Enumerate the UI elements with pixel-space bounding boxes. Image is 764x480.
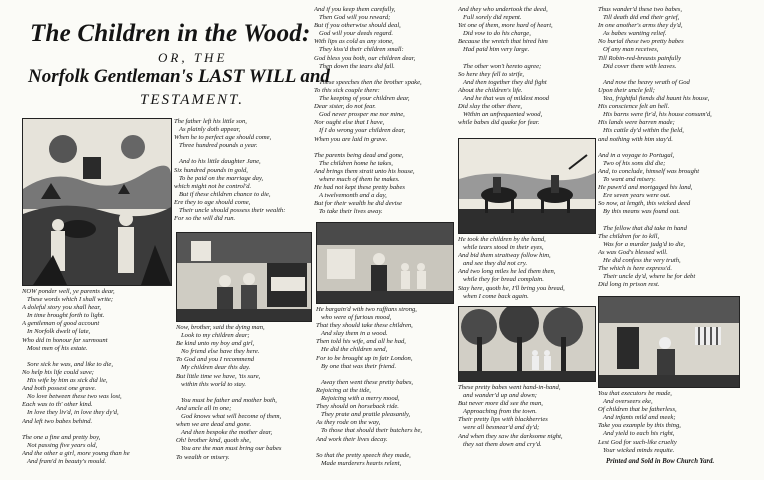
verse-line: [174, 150, 310, 158]
verse-line: When he to perfect age should come,: [174, 134, 272, 142]
verse-line: when I come back again.: [463, 292, 529, 300]
verse-line: No love between these two was lost,: [27, 393, 122, 401]
verse-line: They should on horseback ride.: [316, 403, 399, 411]
verse-line: Most men of his estate.: [27, 344, 88, 352]
verse-line: Their uncle should possess their wealth:: [179, 207, 286, 215]
verse-line: Oh! brother kind, quoth she,: [176, 437, 251, 445]
verse-line: To want and misery.: [603, 175, 656, 183]
verse-line: Approaching from the town.: [463, 408, 537, 416]
verse-line: when we are dead and gone.: [176, 421, 252, 429]
verse-line: Rejoicing at the tide,: [316, 386, 371, 394]
verse-line: In one another's arms they dy'd,: [598, 22, 683, 30]
verse-column-5b: [598, 390, 748, 455]
verse-line: Because the wretch that hired him: [458, 38, 548, 46]
verse-line: Rejoicing with a merry mood,: [321, 395, 400, 403]
verse-line: And now the heavy wrath of God: [603, 78, 690, 86]
verse-line: By one that was their friend.: [321, 362, 397, 370]
verse-line: No help his life could save;: [22, 368, 94, 376]
verse-line: His cattle dy'd within the field,: [603, 127, 684, 135]
verse-line: As they rode on the way,: [316, 419, 381, 427]
verse-line: which might not be control'd.: [174, 182, 252, 190]
verse-line: And, to conclude, himself was brought: [598, 167, 700, 175]
verse-line: Three hundred pounds a year.: [179, 142, 258, 150]
verse-line: So now, at length, this wicked deed: [598, 200, 691, 208]
verse-column-3b: [316, 306, 454, 468]
verse-line: The children for to kill,: [598, 232, 660, 240]
verse-line: Stay here, quoth he, I'll bring you bread,: [458, 284, 565, 292]
verse-line: His wife by him as sick did lie,: [27, 377, 108, 385]
verse-line: Away then went these pretty babes,: [321, 378, 414, 386]
verse-line: And two long miles he led them then,: [458, 268, 556, 276]
verse-line: And slay them in a wood.: [321, 330, 388, 338]
verse-line: As plainly doth appear,: [179, 126, 241, 134]
verse-line: and nothing with him stay'd.: [598, 135, 673, 143]
verse-line: God bless you both, our children dear,: [314, 54, 416, 62]
verse-line: He did confess the very truth,: [603, 256, 681, 264]
woodcut-horsemen: [458, 138, 596, 234]
title-line-4: TESTAMENT.: [140, 92, 245, 108]
verse-column-4c: [458, 384, 598, 449]
verse-line: Each was to th' other kind.: [22, 401, 93, 409]
verse-line: But if you otherwise should deal,: [314, 22, 401, 30]
woodcut-prison-interior: [598, 296, 740, 388]
verse-line: Till Robin-red-breasts painfully: [598, 54, 682, 62]
verse-line: Then told his wife, and all he had,: [316, 338, 406, 346]
verse-line: By this means was found out.: [603, 208, 680, 216]
verse-line: For to be brought up in fair London,: [316, 354, 413, 362]
verse-line: And to his little daughter Jane,: [179, 158, 261, 166]
verse-line: Sore sick he was, and like to die,: [27, 360, 114, 368]
verse-line: You must be father and mother both,: [181, 396, 277, 404]
verse-line: within this world to stay.: [181, 380, 247, 388]
verse-line: These speeches then the brother spake,: [319, 78, 422, 86]
verse-line: Who did in honour far surmount: [22, 336, 108, 344]
verse-line: And brings them strait unto his house,: [314, 167, 415, 175]
verse-line: [598, 71, 748, 79]
verse-line: Did cover them with leaves.: [603, 62, 677, 70]
verse-line: and wander'd up and down;: [463, 392, 537, 400]
verse-line: No burial these two pretty babes: [598, 38, 684, 46]
verse-line: And both possest one grave.: [22, 385, 97, 393]
verse-line: A doleful story you shall hear,: [22, 304, 101, 312]
verse-line: And the other a girl, more young than he: [22, 449, 130, 457]
title-line-2: OR, THE: [158, 50, 228, 65]
verse-line: The other won't hereto agree;: [463, 62, 542, 70]
verse-line: As was God's blessed will.: [598, 248, 668, 256]
verse-line: Of any man receives,: [603, 46, 659, 54]
verse-line: Was for a murder judg'd to die,: [603, 240, 686, 248]
verse-line: [314, 144, 452, 152]
verse-line: And fram'd in beauty's mould.: [27, 457, 107, 465]
verse-line: So here they fell to strife,: [458, 70, 525, 78]
verse-line: As babes wanting relief.: [603, 30, 667, 38]
verse-line: Full sorely did repent.: [463, 14, 522, 22]
verse-column-2: [176, 324, 310, 462]
verse-line: But never more did see the man,: [458, 400, 543, 408]
verse-line: [316, 371, 454, 379]
verse-line: When you are laid in grave.: [314, 135, 388, 143]
title-line-3: Norfolk Gentleman's LAST WILL and: [28, 66, 330, 87]
verse-line: were all besmear'd and dy'd;: [463, 424, 540, 432]
verse-line: They kiss'd their children small:: [319, 46, 404, 54]
verse-line: they sat them down and cry'd.: [463, 440, 542, 448]
woodcut-landscape-figures: [22, 118, 172, 286]
verse-line: [22, 426, 172, 434]
verse-line: But little time we have, 'tis sure,: [176, 372, 261, 380]
verse-line: Ere seven years were out.: [603, 192, 671, 200]
verse-line: Upon their uncle fell;: [598, 86, 655, 94]
verse-line: Your wicked minds requite.: [603, 446, 675, 454]
verse-line: Had paid him very large.: [463, 46, 530, 54]
verse-line: Made murderers hearts relent,: [321, 459, 402, 467]
verse-line: while tears stood in their eyes,: [463, 244, 544, 252]
verse-line: For so the will did run.: [174, 215, 236, 223]
verse-line: And uncle all in one;: [176, 404, 232, 412]
verse-line: To God and you I recommend: [176, 356, 255, 364]
verse-line: And they who undertook the deed,: [458, 6, 548, 13]
verse-line: You that executors be made,: [598, 390, 672, 397]
verse-line: The parents being dead and gone,: [314, 151, 404, 159]
verse-line: Not passing five years old,: [27, 441, 98, 449]
verse-line: Did slay the other there,: [458, 103, 523, 111]
verse-line: [176, 389, 310, 397]
verse-line: Yea, frightful fiends did haunt his house,: [603, 95, 710, 103]
verse-line: [458, 55, 598, 63]
verse-line: And work their lives decay.: [316, 435, 388, 443]
verse-line: My children dear this day.: [181, 364, 251, 372]
verse-column-4b: [458, 236, 598, 301]
verse-line: [316, 444, 454, 452]
woodcut-bedroom-scene: [176, 232, 312, 322]
verse-column-1a: [174, 118, 310, 223]
verse-line: And infants mild and meek;: [603, 414, 676, 422]
verse-line: In Norfolk dwelt of late,: [27, 328, 91, 336]
verse-line: To this sick couple there:: [314, 86, 380, 94]
verse-line: The one a fine and pretty boy,: [22, 433, 101, 441]
verse-line: [22, 353, 172, 361]
title-line-1: The Children in the Wood:: [30, 20, 311, 47]
verse-line: He had not kept these pretty babes: [314, 184, 405, 192]
verse-line: And left two babes behind.: [22, 417, 93, 425]
verse-line: To those that should their butchers be,: [321, 427, 423, 435]
verse-line: Of children that be fatherless,: [598, 406, 677, 414]
verse-line: Then God will you reward;: [319, 14, 391, 22]
verse-line: Till death did end their grief,: [603, 14, 680, 22]
verse-line: His conscience felt an hell.: [598, 103, 670, 111]
verse-line: Be kind unto my boy and girl,: [176, 340, 255, 348]
verse-column-5a: [598, 6, 748, 289]
verse-line: With lips as cold as any stone,: [314, 38, 394, 46]
verse-line: A gentleman of good account: [22, 320, 100, 328]
verse-line: NOW ponder well, ye parents dear,: [22, 288, 115, 295]
verse-line: Then down the tears did fall.: [319, 62, 395, 70]
verse-line: The father left his little son,: [174, 118, 247, 125]
verse-line: But if these children chance to die,: [179, 190, 271, 198]
verse-line: And bid them straitway follow him,: [458, 252, 551, 260]
verse-line: Now, brother, said the dying man,: [176, 324, 265, 331]
verse-line: Dear sister, do not fear.: [314, 103, 376, 111]
verse-line: Look to my children dear;: [181, 332, 250, 340]
verse-line: To be paid on the marriage day,: [179, 174, 264, 182]
verse-line: And yield to each his right,: [603, 430, 675, 438]
verse-line: And when they saw the darksome night,: [458, 432, 563, 440]
verse-line: These pretty babes went hand-in-hand,: [458, 384, 561, 391]
verse-line: He did the children send,: [321, 346, 388, 354]
verse-line: But for their wealth he did devise: [314, 200, 402, 208]
printer-imprint: Printed and Sold in Bow Church Yard.: [606, 458, 715, 465]
verse-line: Thus wander'd these two babes,: [598, 6, 683, 13]
verse-line: while babes did quake for fear.: [458, 119, 540, 127]
verse-column-1b: [22, 288, 172, 466]
verse-column-4a: [458, 6, 598, 127]
verse-line: while they for bread complain.: [463, 276, 544, 284]
verse-line: God knows what will become of them,: [181, 413, 282, 421]
verse-line: Did long in prison rest.: [598, 281, 660, 289]
verse-line: God will your deeds regard.: [319, 30, 394, 38]
verse-line: [598, 216, 748, 224]
verse-column-3a: [314, 6, 452, 216]
verse-line: And then bespoke the mother dear,: [181, 429, 273, 437]
woodcut-babes-in-forest: [458, 306, 596, 382]
verse-line: Their uncle dy'd, where he for debt: [603, 273, 696, 281]
verse-line: These words which I shall write;: [27, 296, 114, 304]
verse-line: And if you keep them carefully,: [314, 6, 396, 13]
verse-line: Yet one of them, more hard of heart,: [458, 22, 553, 30]
verse-line: They prate and prattle pleasantly,: [321, 411, 411, 419]
verse-line: So that the pretty speech they made,: [316, 451, 411, 459]
verse-line: [598, 144, 748, 152]
verse-line: and see they did not cry.: [463, 260, 528, 268]
verse-line: To wealth or misery.: [176, 453, 230, 461]
verse-line: And then together they did fight: [463, 78, 547, 86]
woodcut-uncle-children: [316, 222, 454, 304]
verse-line: He took the children by the hand,: [458, 236, 546, 243]
verse-line: His barns were fir'd, his house consum'd,: [603, 111, 712, 119]
verse-line: No friend else have they here.: [181, 348, 260, 356]
verse-line: Take you example by this thing,: [598, 422, 681, 430]
verse-line: You are the man must bring our babes: [181, 445, 282, 453]
verse-line: The children home he takes,: [319, 159, 393, 167]
verse-line: And he that was of mildest mood: [463, 95, 550, 103]
verse-line: Did vow to do his charge,: [463, 30, 531, 38]
verse-line: where much of them he makes.: [319, 175, 400, 183]
verse-line: About the children's life.: [458, 86, 523, 94]
verse-line: He bargain'd with two ruffians strong,: [316, 306, 417, 313]
verse-line: A twelvemonth and a day,: [319, 192, 387, 200]
verse-line: Nor ought else that I have,: [314, 119, 385, 127]
verse-line: Six hundred pounds in gold,: [174, 166, 248, 174]
verse-line: The keeping of your children dear,: [319, 95, 410, 103]
verse-line: To take their lives away.: [319, 208, 383, 216]
verse-line: His lands were barren made;: [598, 119, 675, 127]
verse-line: The fellow that did take in hand: [603, 224, 687, 232]
verse-line: In love they liv'd, in love they dy'd,: [27, 409, 119, 417]
verse-line: Ere they to age should come,: [174, 198, 251, 206]
verse-line: Two of his sons did die;: [603, 159, 666, 167]
verse-line: [314, 71, 452, 79]
verse-line: He pawn'd and mortgaged his land,: [598, 184, 693, 192]
verse-line: The which is here express'd.: [598, 265, 672, 272]
verse-line: If I do wrong your children dear,: [319, 127, 406, 135]
verse-line: That they should take these children,: [316, 322, 413, 330]
verse-line: Their pretty lips with blackberries: [458, 416, 548, 424]
verse-line: And in a voyage to Portugal,: [598, 151, 675, 159]
verse-line: And overseers eke,: [603, 398, 653, 406]
verse-line: who were of furious mood,: [321, 314, 392, 322]
verse-line: God never prosper me nor mine,: [319, 111, 405, 119]
verse-line: Lest God for such-like cruelty: [598, 438, 677, 446]
verse-line: Within an unfrequented wood,: [463, 111, 543, 119]
verse-line: In time brought forth to light.: [27, 312, 105, 320]
